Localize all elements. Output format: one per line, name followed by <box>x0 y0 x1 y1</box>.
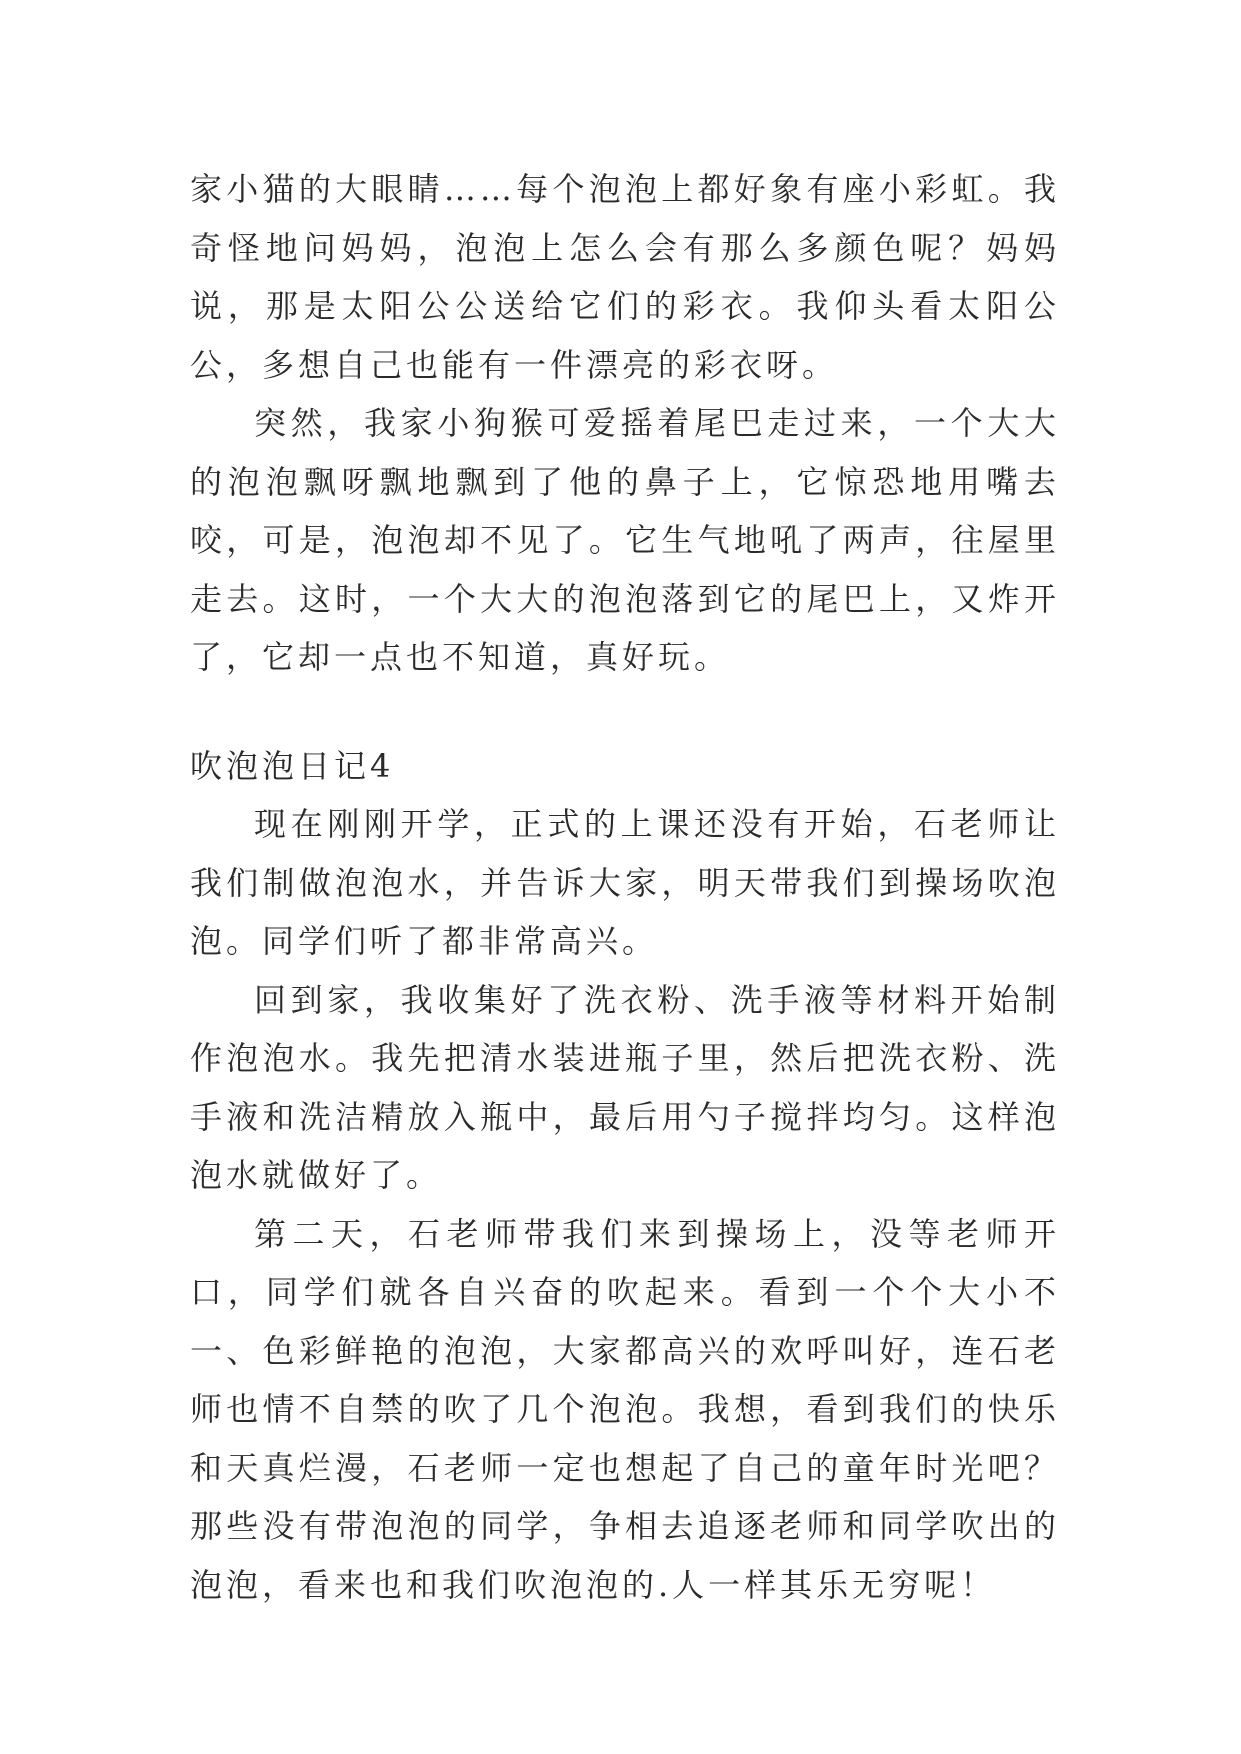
paragraph: 第二天，石老师带我们来到操场上，没等老师开口，同学们就各自兴奋的吹起来。看到一个个大小不一、色彩鲜艳的泡泡，大家都高兴的欢呼叫好，连石老师也情不自禁的吹了几个泡泡。我想，看到我们的快乐和天真烂漫，石老师一定也想起了自己的童年时光吧？那些没有带泡泡的同学，争相去追逐老师和同学吹出的泡泡，看来也和我们吹泡泡的.人一样其乐无穷呢！ <box>190 1214 1060 1604</box>
paragraph: 突然，我家小狗猴可爱摇着尾巴走过来，一个大大的泡泡飘呀飘地飘到了他的鼻子上，它惊恐地用嘴去咬，可是，泡泡却不见了。它生气地吼了两声，往屋里走去。这时，一个大大的泡泡落到它的尾巴上，又炸开了，它却一点也不知道，真好玩。 <box>190 404 1060 676</box>
paragraph: 回到家，我收集好了洗衣粉、洗手液等材料开始制作泡泡水。我先把清水装进瓶子里，然后把洗衣粉、洗手液和洗洁精放入瓶中，最后用勺子搅拌均匀。这样泡泡水就做好了。 <box>190 980 1060 1194</box>
section-heading: 吹泡泡日记4 <box>190 746 395 785</box>
paragraph-continued: 家小猫的大眼睛……每个泡泡上都好象有座小彩虹。我奇怪地问妈妈，泡泡上怎么会有那么多颜色呢？妈妈说，那是太阳公公送给它们的彩衣。我仰头看太阳公公，多想自己也能有一件漂亮的彩衣呀。 <box>190 170 1060 384</box>
document-body <box>190 160 1060 1614</box>
paragraph: 现在刚刚开学，正式的上课还没有开始，石老师让我们制做泡泡水，并告诉大家，明天带我们到操场吹泡泡。同学们听了都非常高兴。 <box>190 805 1060 960</box>
